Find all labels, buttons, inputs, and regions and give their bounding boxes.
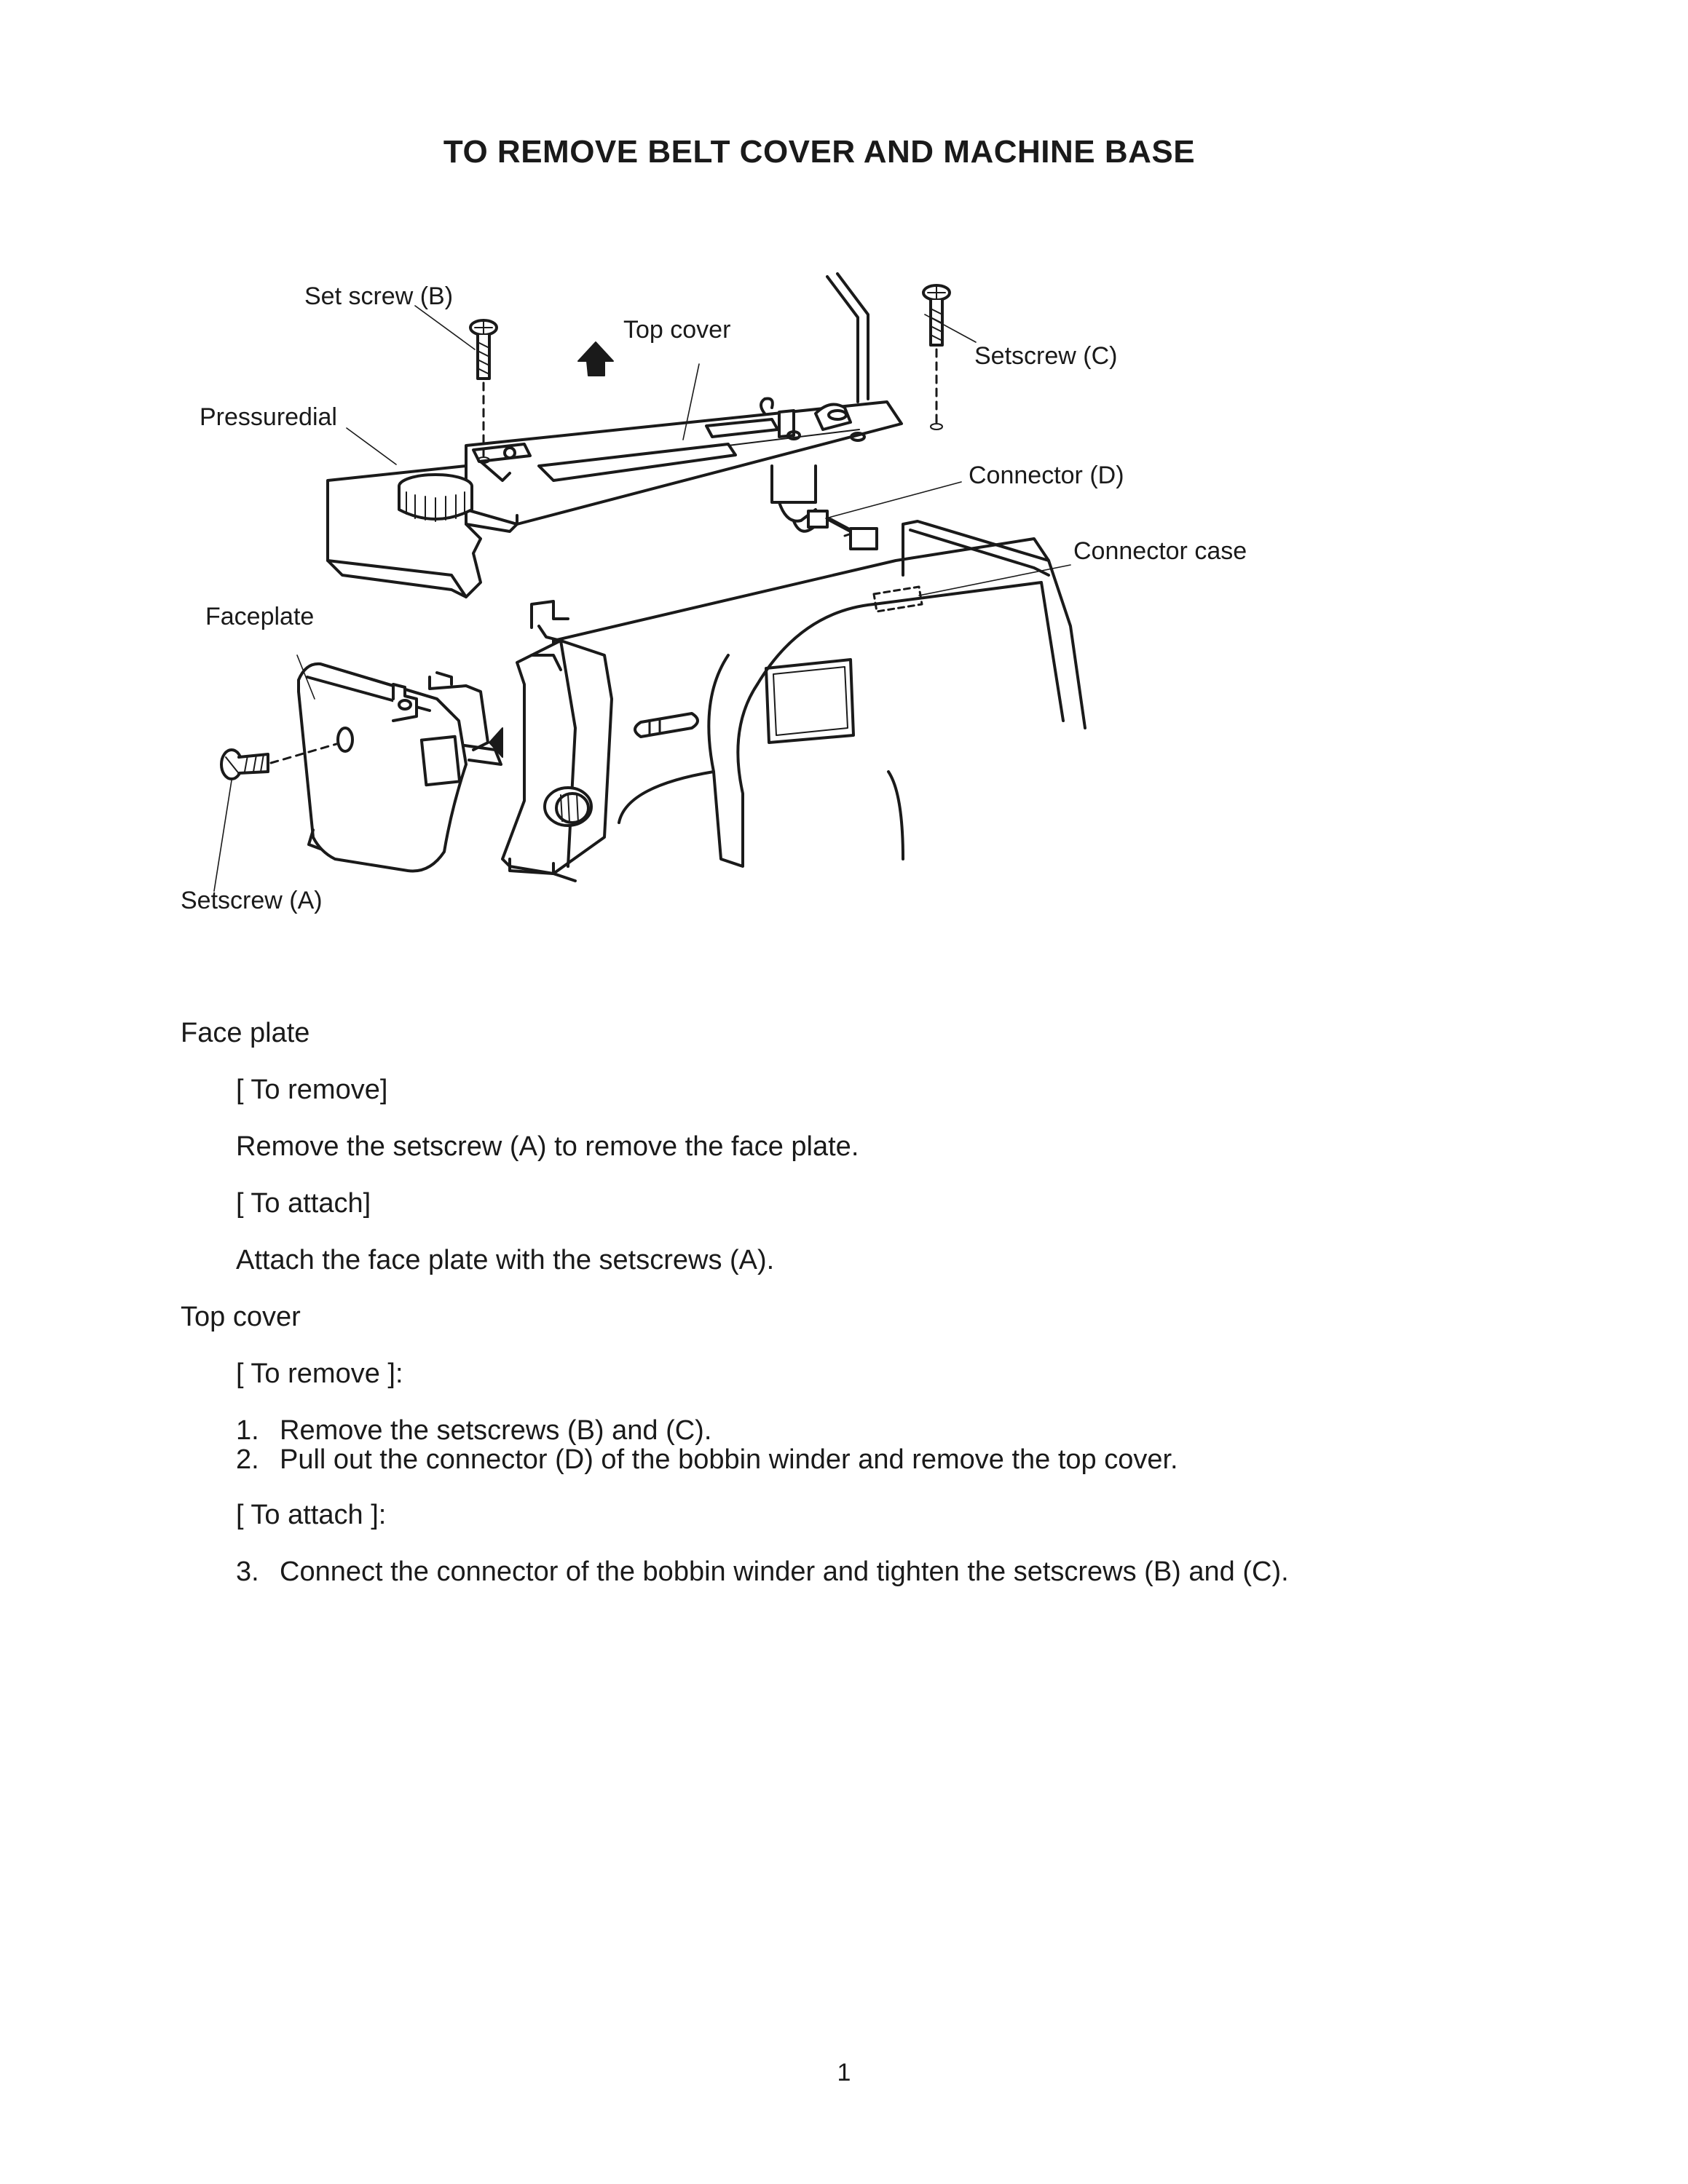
list-item: [236, 1444, 1178, 1476]
label-pressure-dial: Pressuredial: [200, 403, 337, 431]
step-text: Remove the setscrews (B) and (C).: [280, 1415, 712, 1446]
label-top-cover: Top cover: [623, 316, 731, 344]
step-number: 2.: [236, 1444, 259, 1475]
label-connector-d: Connector (D): [969, 462, 1124, 489]
top-cover-heading: Top cover: [181, 1302, 301, 1332]
face-plate-heading: Face plate: [181, 1018, 310, 1048]
face-plate-remove-text: Remove the setscrew (A) to remove the face plate.: [236, 1131, 859, 1162]
face-plate-attach-text: Attach the face plate with the setscrews (A).: [236, 1245, 775, 1275]
exploded-diagram: [0, 0, 1688, 946]
pressure-dial: [399, 475, 472, 521]
label-setscrew-b: Set screw (B): [304, 282, 454, 310]
list-item: [236, 1415, 712, 1447]
setscrew-c: [923, 285, 950, 430]
step-number: 1.: [236, 1415, 259, 1446]
label-connector-case: Connector case: [1073, 537, 1247, 565]
faceplate-part: [299, 664, 502, 871]
label-faceplate: Faceplate: [205, 603, 315, 630]
step-text: Connect the connector of the bobbin winder and tighten the setscrews (B) and (C).: [280, 1556, 1289, 1587]
face-plate-remove-label: [ To remove]: [236, 1075, 388, 1105]
face-plate-attach-label: [ To attach]: [236, 1188, 371, 1219]
step-text: Pull out the connector (D) of the bobbin winder and remove the top cover.: [280, 1444, 1178, 1475]
list-item: [236, 1556, 1289, 1588]
label-setscrew-a: Setscrew (A): [181, 887, 323, 914]
top-cover-attach-label: [ To attach ]:: [236, 1500, 387, 1530]
page-number: 1: [837, 2059, 851, 2086]
label-setscrew-c: Setscrew (C): [974, 342, 1118, 370]
top-cover-remove-label: [ To remove ]:: [236, 1358, 403, 1389]
machine-body: [502, 521, 1085, 881]
step-number: 3.: [236, 1556, 259, 1587]
page-title: TO REMOVE BELT COVER AND MACHINE BASE: [443, 134, 1196, 170]
